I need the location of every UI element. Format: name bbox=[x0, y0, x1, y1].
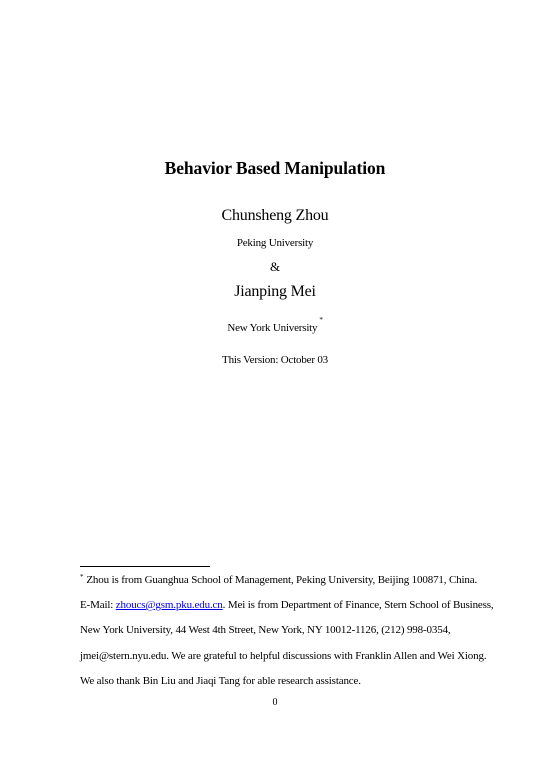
footnote-line-3: New York University, 44 West 4th Street, New York, NY 10012-1126, (212) 998-0354, bbox=[80, 624, 451, 636]
footnote-email-prefix: E-Mail: bbox=[80, 599, 116, 611]
footnote-divider bbox=[80, 566, 210, 567]
page-number: 0 bbox=[272, 697, 278, 708]
author-name-2: Jianping Mei bbox=[234, 283, 316, 300]
email-link[interactable]: zhoucs@gsm.pku.edu.cn bbox=[115, 599, 223, 611]
footnote-reference-mark[interactable]: * bbox=[319, 316, 323, 324]
footnote-line-2 bbox=[80, 599, 494, 611]
version-line: This Version: October 03 bbox=[222, 354, 328, 366]
footnote-line-1 bbox=[80, 573, 477, 586]
footnote-text-2: . Mei is from Department of Finance, Stern School of Business, bbox=[222, 599, 494, 611]
author-affiliation-1: Peking University bbox=[236, 237, 314, 249]
author-name-1: Chunsheng Zhou bbox=[221, 207, 329, 224]
paper-title: Behavior Based Manipulation bbox=[164, 158, 386, 178]
affiliation-text: New York University bbox=[227, 322, 318, 334]
author-separator: & bbox=[269, 259, 281, 274]
author-affiliation-2 bbox=[0, 316, 550, 334]
footnote-text-1: Zhou is from Guanghua School of Management, Peking University, Beijing 100871, China. bbox=[86, 574, 478, 586]
footnote-line-4: jmei@stern.nyu.edu. We are grateful to helpful discussions with Franklin Allen and Wei Xiong. bbox=[80, 650, 487, 662]
footnote-mark: * bbox=[80, 573, 84, 581]
footnote-line-5: We also thank Bin Liu and Jiaqi Tang for able research assistance. bbox=[80, 675, 361, 687]
